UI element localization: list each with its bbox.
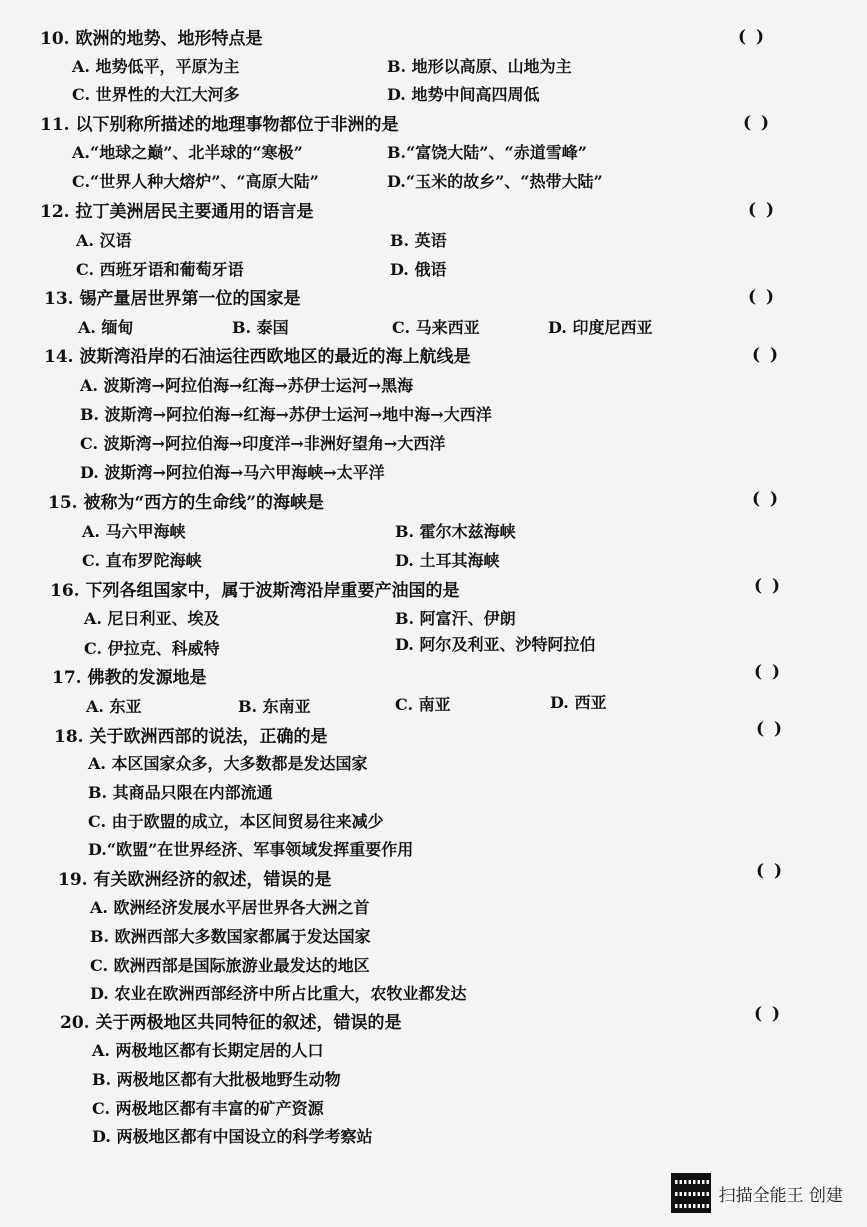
- option: A.“地球之巅”、北半球的“寒极”: [72, 143, 303, 162]
- option: D. 农业在欧洲西部经济中所占比重大，农牧业都发达: [90, 984, 467, 1003]
- answer-bracket: (): [754, 576, 791, 596]
- question-stem: 15. 被称为“西方的生命线”的海峡是: [48, 493, 325, 513]
- option: B. 霍尔木兹海峡: [395, 522, 516, 541]
- option: D. 地势中间高四周低: [387, 85, 540, 104]
- option: C. 欧洲西部是国际旅游业最发达的地区: [90, 956, 370, 975]
- option: D. 西亚: [550, 693, 607, 712]
- option: D. 波斯湾→阿拉伯海→马六甲海峡→太平洋: [80, 463, 385, 482]
- option: A. 汉语: [76, 231, 132, 250]
- option: C. 南亚: [395, 695, 451, 714]
- qr-code-icon: [671, 1173, 711, 1213]
- option: C. 直布罗陀海峡: [82, 551, 202, 570]
- option: D. 土耳其海峡: [395, 551, 500, 570]
- answer-bracket: (): [752, 489, 789, 509]
- option: C. 世界性的大江大河多: [72, 85, 240, 104]
- watermark-text: 扫描全能王 创建: [718, 1185, 843, 1206]
- option: B. 阿富汗、伊朗: [395, 609, 516, 628]
- scanner-watermark: [671, 1173, 843, 1213]
- question-stem: 11. 以下别称所描述的地理事物都位于非洲的是: [40, 115, 399, 135]
- option: A. 本区国家众多，大多数都是发达国家: [88, 754, 368, 773]
- option: B. 两极地区都有大批极地野生动物: [92, 1070, 341, 1089]
- answer-bracket: (): [743, 113, 780, 133]
- question-stem: 12. 拉丁美洲居民主要通用的语言是: [40, 202, 314, 222]
- option: B. 其商品只限在内部流通: [88, 783, 273, 802]
- answer-bracket: (): [748, 287, 785, 307]
- option: C.“世界人种大熔炉”、“高原大陆”: [72, 172, 319, 191]
- option: D. 印度尼西亚: [548, 318, 653, 337]
- option: A. 地势低平，平原为主: [72, 57, 240, 76]
- answer-bracket: (): [754, 662, 791, 682]
- option: A. 缅甸: [78, 318, 134, 337]
- option: A. 东亚: [86, 697, 142, 716]
- option: D.“玉米的故乡”、“热带大陆”: [387, 172, 603, 191]
- question-stem: 10. 欧洲的地势、地形特点是: [40, 29, 263, 49]
- answer-bracket: (): [748, 200, 785, 220]
- option: A. 两极地区都有长期定居的人口: [92, 1041, 324, 1060]
- answer-bracket: (): [756, 861, 793, 881]
- option: C. 由于欧盟的成立，本区间贸易往来减少: [88, 812, 384, 831]
- question-stem: 18. 关于欧洲西部的说法，正确的是: [54, 727, 328, 747]
- option: B. 地形以高原、山地为主: [387, 57, 572, 76]
- option: B. 东南亚: [238, 697, 311, 716]
- option: C. 马来西亚: [392, 318, 480, 337]
- option: A. 马六甲海峡: [82, 522, 186, 541]
- question-stem: 16. 下列各组国家中，属于波斯湾沿岸重要产油国的是: [50, 581, 460, 601]
- question-stem: 19. 有关欧洲经济的叙述，错误的是: [58, 870, 332, 890]
- answer-bracket: (): [752, 345, 789, 365]
- option: C. 两极地区都有丰富的矿产资源: [92, 1099, 324, 1118]
- option: B. 波斯湾→阿拉伯海→红海→苏伊士运河→地中海→大西洋: [80, 405, 492, 424]
- option: C. 西班牙语和葡萄牙语: [76, 260, 244, 279]
- question-stem: 20. 关于两极地区共同特征的叙述，错误的是: [60, 1013, 402, 1033]
- option: B. 英语: [390, 231, 447, 250]
- option: C. 伊拉克、科威特: [84, 639, 220, 658]
- question-stem: 17. 佛教的发源地是: [52, 668, 207, 688]
- question-stem: 14. 波斯湾沿岸的石油运往西欧地区的最近的海上航线是: [44, 347, 471, 367]
- option: B.“富饶大陆”、“赤道雪峰”: [387, 143, 587, 162]
- option: A. 波斯湾→阿拉伯海→红海→苏伊士运河→黑海: [80, 376, 414, 395]
- option: A. 欧洲经济发展水平居世界各大洲之首: [90, 898, 370, 917]
- question-stem: 13. 锡产量居世界第一位的国家是: [44, 289, 301, 309]
- answer-bracket: (): [754, 1004, 791, 1024]
- option: C. 波斯湾→阿拉伯海→印度洋→非洲好望角→大西洋: [80, 434, 446, 453]
- answer-bracket: (): [738, 27, 775, 47]
- option: B. 欧洲西部大多数国家都属于发达国家: [90, 927, 371, 946]
- option: A. 尼日利亚、埃及: [84, 609, 220, 628]
- option: D.“欧盟”在世界经济、军事领域发挥重要作用: [88, 840, 414, 859]
- option: D. 阿尔及利亚、沙特阿拉伯: [395, 635, 596, 654]
- option: D. 两极地区都有中国设立的科学考察站: [92, 1127, 373, 1146]
- option: B. 泰国: [232, 318, 289, 337]
- option: D. 俄语: [390, 260, 447, 279]
- answer-bracket: (): [756, 719, 793, 739]
